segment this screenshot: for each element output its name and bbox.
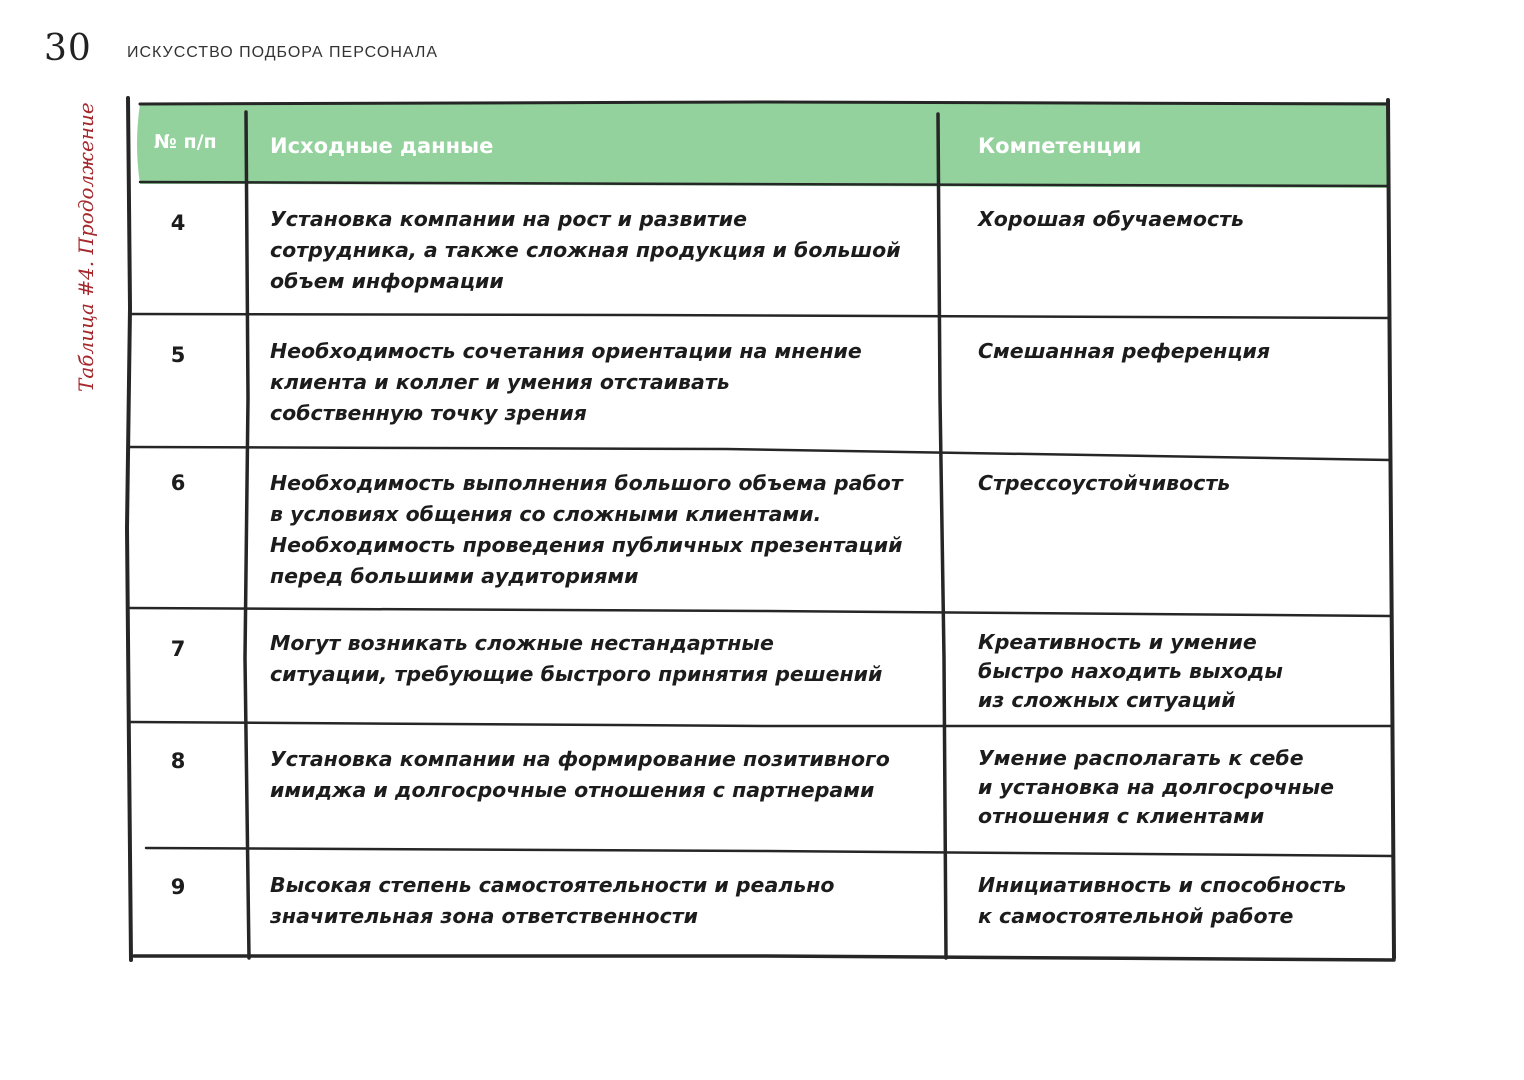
competence-cell (978, 204, 1244, 235)
rule-left (127, 98, 131, 960)
competence-line: к самостоятельной работе (978, 904, 1294, 928)
column-header-competence: Компетенции (978, 134, 1142, 158)
competence-line: Стрессоустойчивость (978, 471, 1231, 495)
competence-cell (978, 628, 1283, 715)
rule-right (1388, 100, 1394, 958)
competence-line: Хорошая обучаемость (978, 207, 1244, 231)
row-number: 7 (170, 637, 186, 661)
competence-line: отношения с клиентами (978, 804, 1265, 828)
source-cell (270, 628, 882, 690)
column-header-number: № п/п (154, 131, 217, 153)
source-cell (270, 744, 890, 806)
rule-bottom (134, 956, 1394, 960)
source-line: Необходимость сочетания ориентации на мнение (270, 339, 862, 363)
rule-row-8 (146, 848, 1392, 856)
rule-col2 (938, 114, 946, 958)
source-line: Установка компании на рост и развитие (270, 207, 748, 231)
row-number: 8 (170, 749, 186, 773)
competence-line: из сложных ситуаций (978, 688, 1236, 712)
source-line: клиента и коллег и умения отстаивать (270, 370, 730, 394)
source-line: Необходимость проведения публичных презентаций (270, 533, 903, 557)
rule-row-6 (130, 608, 1390, 616)
source-line: в условиях общения со сложными клиентами. (270, 502, 822, 526)
source-line: Могут возникать сложные нестандартные (270, 631, 774, 655)
competence-cell (978, 468, 1230, 499)
source-line: ситуации, требующие быстрого принятия решений (270, 662, 883, 686)
competence-line: Креативность и умение (978, 630, 1257, 654)
competence-table (126, 98, 1392, 960)
source-line: имиджа и долгосрочные отношения с партнерами (270, 778, 875, 802)
competence-line: быстро находить выходы (978, 659, 1283, 683)
competence-cell (978, 870, 1346, 932)
row-number: 6 (170, 471, 186, 495)
source-line: Необходимость выполнения большого объема работ (270, 471, 903, 495)
source-cell (270, 468, 903, 592)
source-line: Установка компании на формирование позитивного (270, 747, 890, 771)
table-caption: Таблица #4. Продолжение (74, 102, 98, 392)
source-line: сотрудника, а также сложная продукция и большой (270, 238, 901, 262)
source-cell (270, 336, 862, 429)
competence-line: Умение располагать к себе (978, 746, 1304, 770)
competence-cell (978, 744, 1334, 831)
page-number: 30 (44, 28, 92, 69)
rule-col1 (245, 112, 249, 958)
rule-row-4 (130, 314, 1388, 318)
competence-cell (978, 336, 1270, 367)
column-header-source: Исходные данные (270, 134, 494, 158)
source-line: значительная зона ответственности (270, 904, 698, 928)
rule-row-5 (130, 447, 1390, 460)
source-line: собственную точку зрения (270, 401, 587, 425)
running-title: ИСКУССТВО ПОДБОРА ПЕРСОНАЛА (127, 44, 439, 61)
competence-line: и установка на долгосрочные (978, 775, 1335, 799)
source-line: перед большими аудиториями (270, 564, 639, 588)
competence-line: Инициативность и способность (978, 873, 1347, 897)
row-number: 5 (170, 343, 186, 367)
source-line: объем информации (270, 269, 504, 293)
source-cell (270, 204, 901, 297)
competence-line: Смешанная референция (978, 339, 1271, 363)
rule-row-7 (130, 722, 1392, 726)
source-line: Высокая степень самостоятельности и реально (270, 873, 835, 897)
row-number: 4 (170, 211, 186, 235)
source-cell (270, 870, 835, 932)
row-number: 9 (170, 875, 186, 899)
